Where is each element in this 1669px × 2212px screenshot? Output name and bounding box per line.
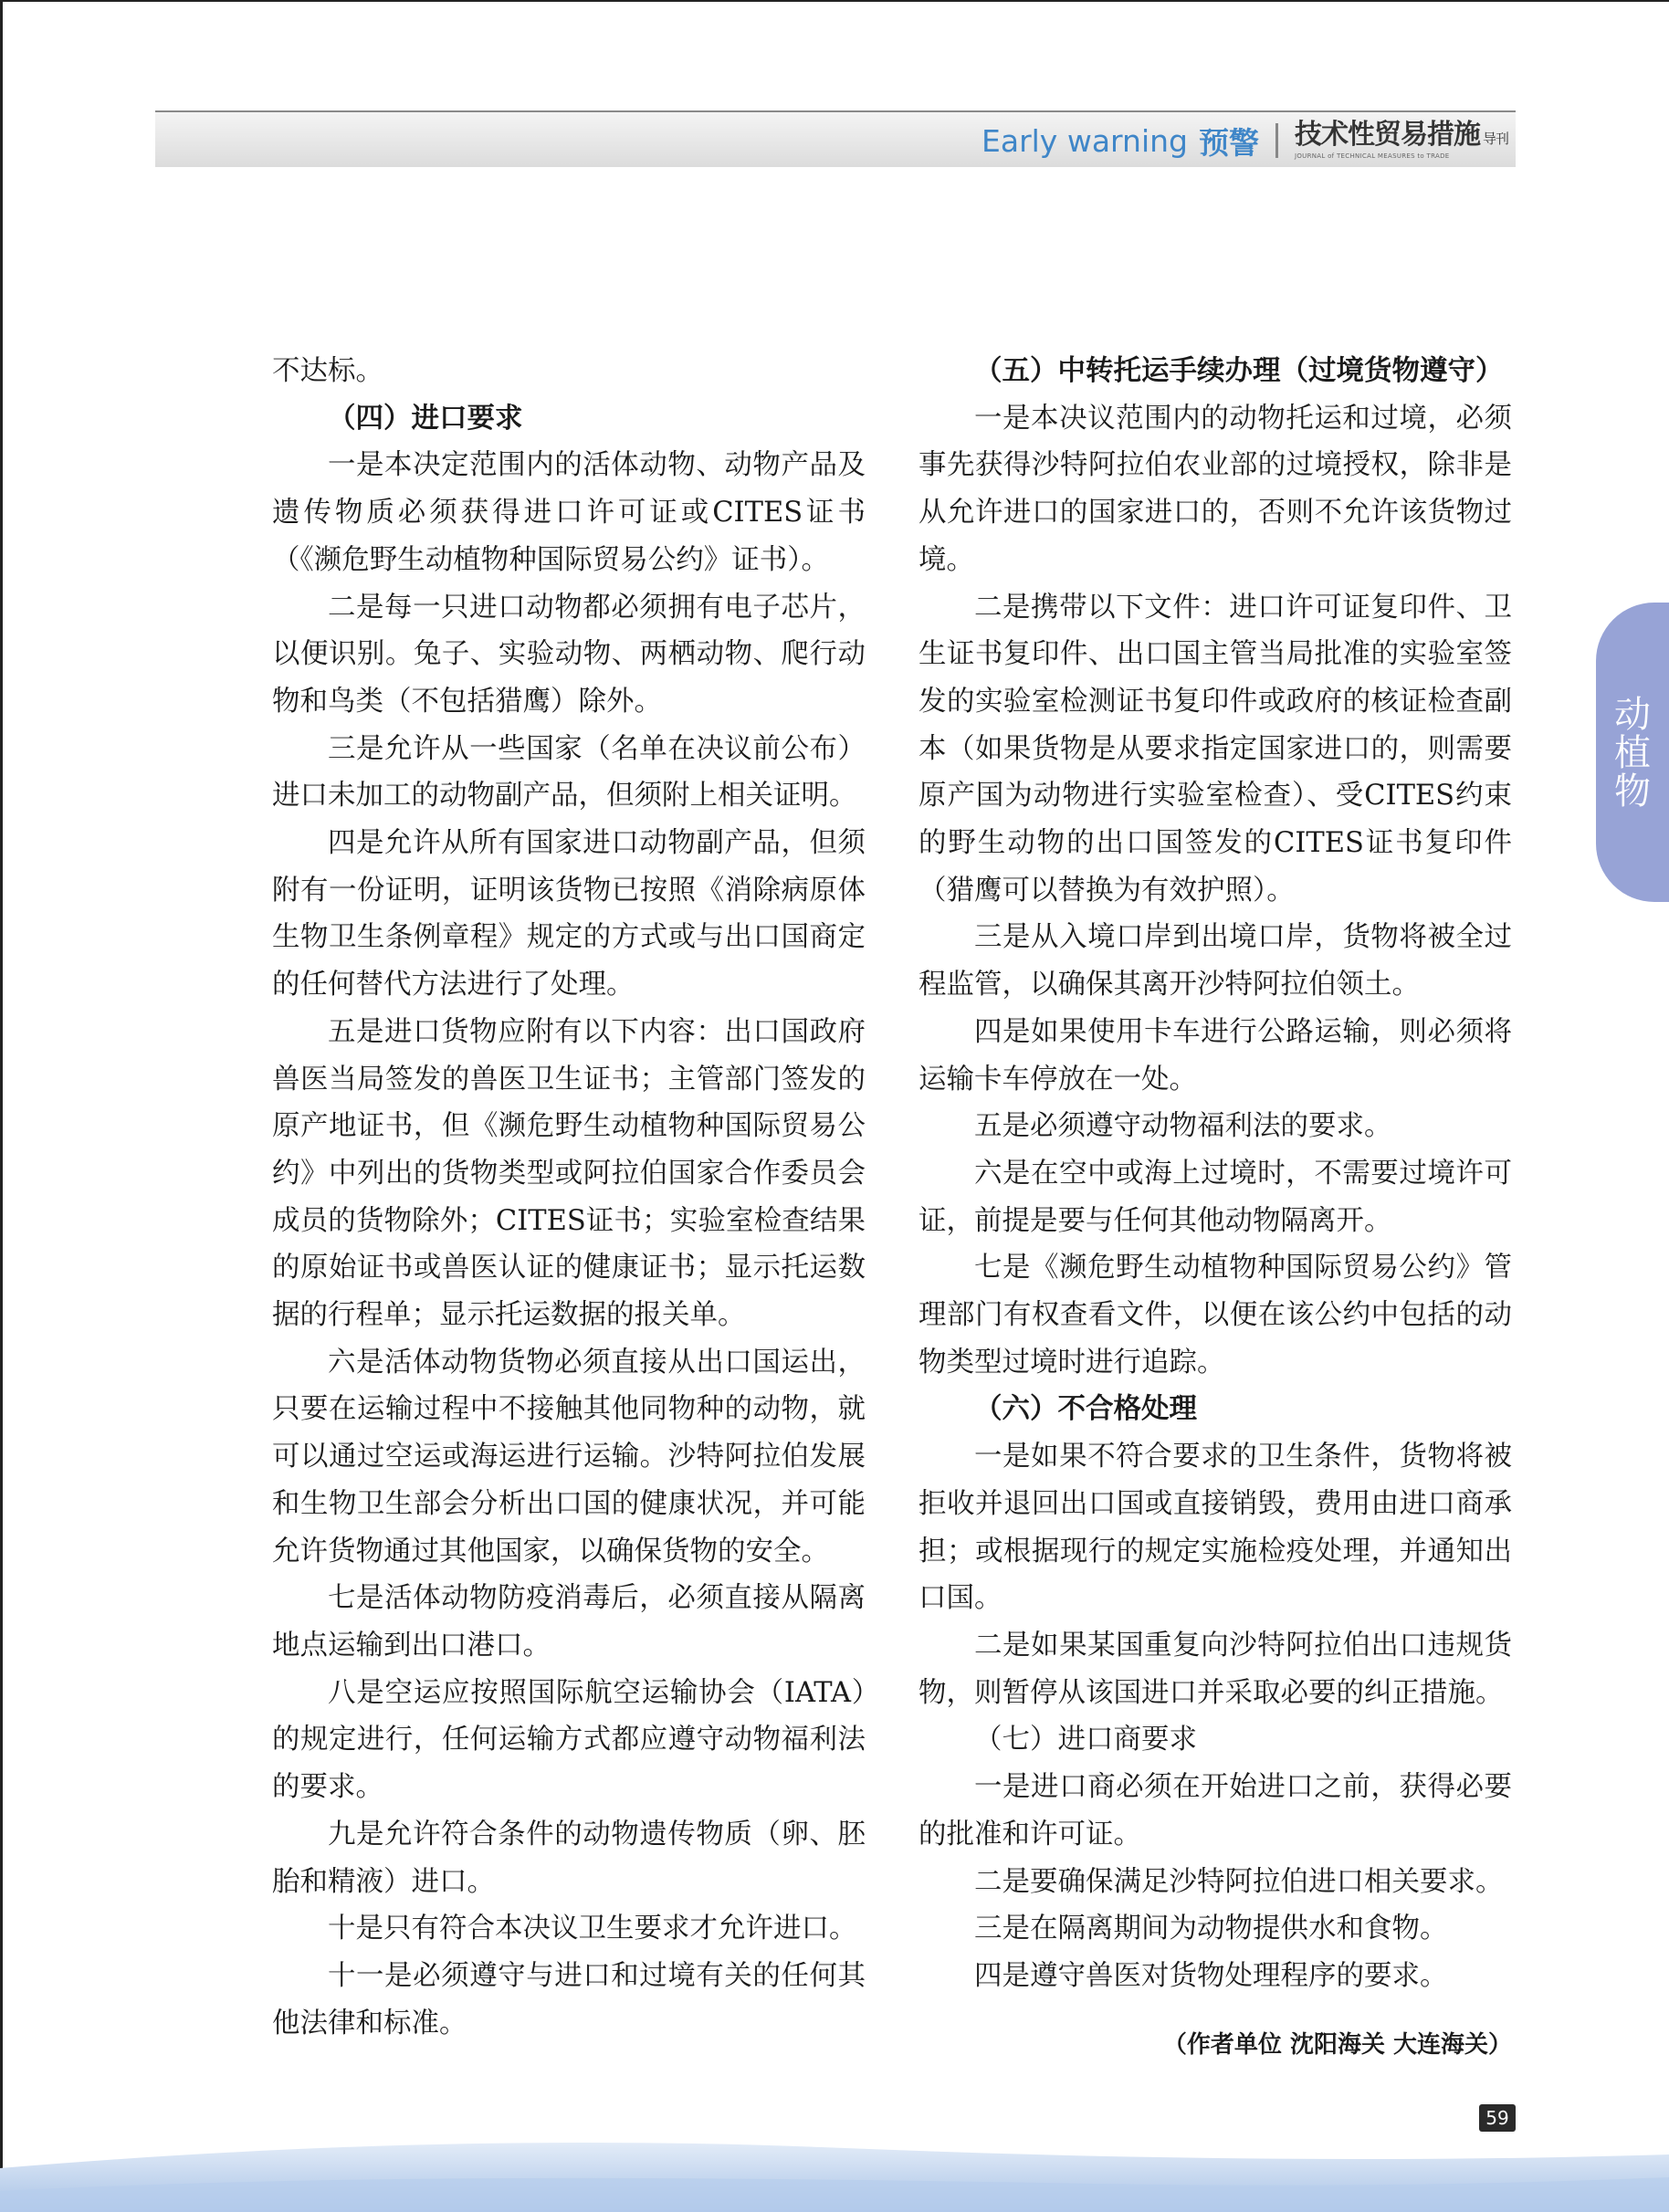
paragraph: 八是空运应按照国际航空运输协会（IATA）的规定进行，任何运输方式都应遵守动物福利法的要求。 [272,1676,866,1804]
paragraph: 七是活体动物防疫消毒后，必须直接从隔离地点运输到出口港口。 [272,1582,866,1662]
paragraph: 三是从入境口岸到出境口岸，货物将被全过程监管，以确保其离开沙特阿拉伯领土。 [918,921,1512,1001]
paragraph: 二是携带以下文件：进口许可证复印件、卫生证书复印件、出口国主管当局批准的实验室签发的实验室检测证书复印件或政府的核证检查副本（如果货物是从要求指定国家进口的，则需要原产国为动物进行实验室检查）、受CITES约束的野生动物的出口国签发的CITES证书复印件（猎鹰可以替换为有效护照）。 [918,591,1512,907]
footer-wave-decoration [0,2127,1669,2212]
paragraph: 五是必须遵守动物福利法的要求。 [974,1110,1392,1143]
header-divider [1275,123,1278,158]
journal-suffix: 导刊 [1482,130,1508,147]
left-column [272,348,866,2047]
running-header [981,115,1508,166]
section-heading: （五）中转托运手续办理（过境货物遵守） [974,354,1504,387]
paragraph: 十一是必须遵守与进口和过境有关的任何其他法律和标准。 [272,1959,866,2039]
paragraph-continuation: 不达标。 [272,355,383,387]
paragraph: 四是遵守兽医对货物处理程序的要求。 [974,1959,1448,1992]
page-number: 59 [1479,2104,1516,2132]
paragraph: 四是允许从所有国家进口动物副产品，但须附有一份证明，证明该货物已按照《消除病原体生物卫生条例章程》规定的方式或与出口国商定的任何替代方法进行了处理。 [272,827,866,1001]
paragraph: 二是要确保满足沙特阿拉伯进口相关要求。 [974,1865,1504,1898]
header-section-en: Early warning [981,122,1188,159]
paragraph: 一是本决定范围内的活体动物、动物产品及遗传物质必须获得进口许可证或CITES证书（《濒危野生动植物种国际贸易公约》证书）。 [272,449,866,576]
subsection-heading: （七）进口商要求 [974,1724,1197,1756]
journal-name: 技术性贸易措施 [1294,118,1480,151]
side-tab-char: 物 [1614,771,1651,812]
journal-logo [1294,118,1508,161]
paragraph: 三是在隔离期间为动物提供水和食物。 [974,1913,1448,1945]
paragraph: 五是进口货物应附有以下内容：出口国政府兽医当局签发的兽医卫生证书；主管部门签发的原产地证书，但《濒危野生动植物种国际贸易公约》中列出的货物类型或阿拉伯国家合作委员会成员的货物除外；CITES证书；实验室检查结果的原始证书或兽医认证的健康证书；显示托运数据的行程单；显示托运数据的报关单。 [272,1015,866,1332]
paragraph: 六是在空中或海上过境时，不需要过境许可证，前提是要与任何其他动物隔离开。 [918,1157,1512,1237]
paragraph: 九是允许符合条件的动物遗传物质（卵、胚胎和精液）进口。 [272,1818,866,1898]
page-border-top [0,0,1669,2]
right-column [918,348,1512,2000]
paragraph: 一是进口商必须在开始进口之前，获得必要的批准和许可证。 [918,1771,1512,1850]
paragraph: 二是如果某国重复向沙特阿拉伯出口违规货物，则暂停从该国进口并采取必要的纠正措施。 [918,1629,1512,1709]
section-heading: （六）不合格处理 [974,1392,1197,1426]
paragraph: 十是只有符合本决议卫生要求才允许进口。 [328,1913,857,1945]
paragraph: 一是如果不符合要求的卫生条件，货物将被拒收并退回出口国或直接销毁，费用由进口商承担；或根据现行的规定实施检疫处理，并通知出口国。 [918,1441,1512,1615]
paragraph: 一是本决议范围内的动物托运和过境，必须事先获得沙特阿拉伯农业部的过境授权，除非是从允许进口的国家进口的，否则不允许该货物过境。 [918,402,1512,576]
paragraph: 二是每一只进口动物都必须拥有电子芯片，以便识别。兔子、实验动物、两栖动物、爬行动物和鸟类（不包括猎鹰）除外。 [272,591,866,718]
paragraph: 四是如果使用卡车进行公路运输，则必须将运输卡车停放在一处。 [918,1015,1512,1096]
paragraph: 六是活体动物货物必须直接从出口国运出，只要在运输过程中不接触其他同物种的动物，就可以通过空运或海运进行运输。沙特阿拉伯发展和生物卫生部会分析出口国的健康状况，并可能允许货物通过其他国家，以确保货物的安全。 [272,1346,866,1567]
page-border-left [0,0,3,2212]
side-tab-char: 动 [1614,694,1651,736]
side-tab-char: 植 [1614,732,1651,774]
journal-subtitle: JOURNAL of TECHNICAL MEASURES to TRADE [1294,152,1450,160]
side-tab-label [1596,696,1669,811]
paragraph: 三是允许从一些国家（名单在决议前公布）进口未加工的动物副产品，但须附上相关证明。 [272,732,866,812]
section-heading: （四）进口要求 [328,401,523,435]
header-section-cn: 预警 [1198,124,1259,161]
author-byline: （作者单位 沈阳海关 大连海关） [1162,2031,1512,2059]
section-side-tab [1596,603,1669,902]
paragraph: 七是《濒危野生动植物种国际贸易公约》管理部门有权查看文件，以便在该公约中包括的动物类型过境时进行追踪。 [918,1252,1512,1379]
